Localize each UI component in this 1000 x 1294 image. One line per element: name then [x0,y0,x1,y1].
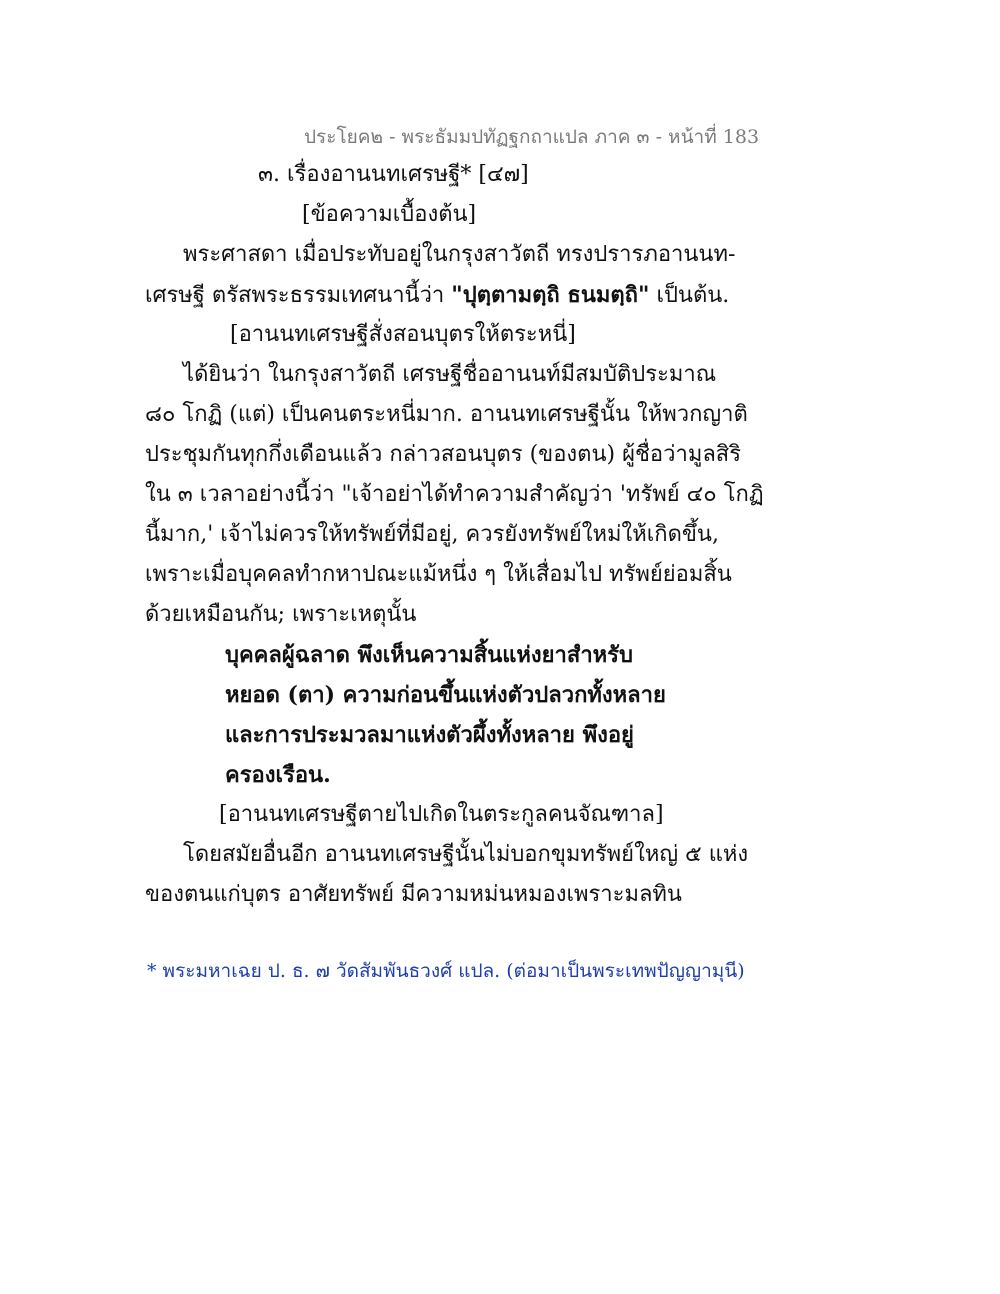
footnote: * พระมหาเฉย ป. ธ. ๗ วัดสัมพันธวงศ์ แปล. (ต่อมาเป็นพระเทพปัญญามุนี) [147,960,745,982]
paragraph-line: ได้ยินว่า ในกรุงสาวัตถี เศรษฐีชื่ออานนท์มีสมบัติประมาณ [183,362,717,387]
paragraph-line: โดยสมัยอื่นอีก อานนทเศรษฐีนั้นไม่บอกขุมทรัพย์ใหญ่ ๕ แห่ง [183,842,749,867]
subhead-intro: [ข้อความเบื้องต้น] [302,202,477,227]
verse-line: และการประมวลมาแห่งตัวผึ้งทั้งหลาย พึงอยู่ [225,722,634,748]
pali-quote: "ปุตฺตามตฺถิ ธนมตฺถิ" [451,282,650,308]
subhead-section-2: [อานนทเศรษฐีตายไปเกิดในตระกูลคนจัณฑาล] [219,802,664,827]
paragraph-line: ๘๐ โกฏิ (แต่) เป็นคนตระหนี่มาก. อานนทเศรษฐีนั้น ให้พวกญาติ [145,402,748,427]
intro-line-2-end: เป็นต้น. [649,283,730,308]
running-head: ประโยค๒ - พระธัมมปทัฏฐกถาแปล ภาค ๓ - หน้าที่ 183 [304,126,760,148]
subhead-section-1: [อานนทเศรษฐีสั่งสอนบุตรให้ตระหนี่] [230,322,576,347]
paragraph-line: ใน ๓ เวลาอย่างนี้ว่า "เจ้าอย่าได้ทำความสำคัญว่า 'ทรัพย์ ๔๐ โกฏิ [145,482,764,507]
intro-line-1: พระศาสดา เมื่อประทับอยู่ในกรุงสาวัตถี ทรงปรารภอานนท- [183,242,736,267]
verse-line: ครองเรือน. [225,762,331,788]
intro-line-2-text: เศรษฐี ตรัสพระธรรมเทศนานี้ว่า [145,283,452,308]
paragraph-line: นี้มาก,' เจ้าไม่ควรให้ทรัพย์ที่มีอยู่, ควรยังทรัพย์ใหม่ให้เกิดขึ้น, [145,522,719,547]
paragraph-line: ของตนแก่บุตร อาศัยทรัพย์ มีความหม่นหมองเพราะมลทิน [145,882,682,907]
story-title: ๓. เรื่องอานนทเศรษฐี* [๔๗] [258,162,529,187]
intro-line-2 [145,280,729,311]
paragraph-line: เพราะเมื่อบุคคลทำกหาปณะแม้หนึ่ง ๆ ให้เสื่อมไป ทรัพย์ย่อมสิ้น [145,562,732,587]
paragraph-line: ประชุมกันทุกกึ่งเดือนแล้ว กล่าวสอนบุตร (ของตน) ผู้ชื่อว่ามูลสิริ [145,442,742,467]
paragraph-line: ด้วยเหมือนกัน; เพราะเหตุนั้น [145,602,417,627]
verse-line: บุคคลผู้ฉลาด พึงเห็นความสิ้นแห่งยาสำหรับ [225,642,633,668]
verse-line: หยอด (ตา) ความก่อนขึ้นแห่งตัวปลวกทั้งหลาย [225,682,666,708]
